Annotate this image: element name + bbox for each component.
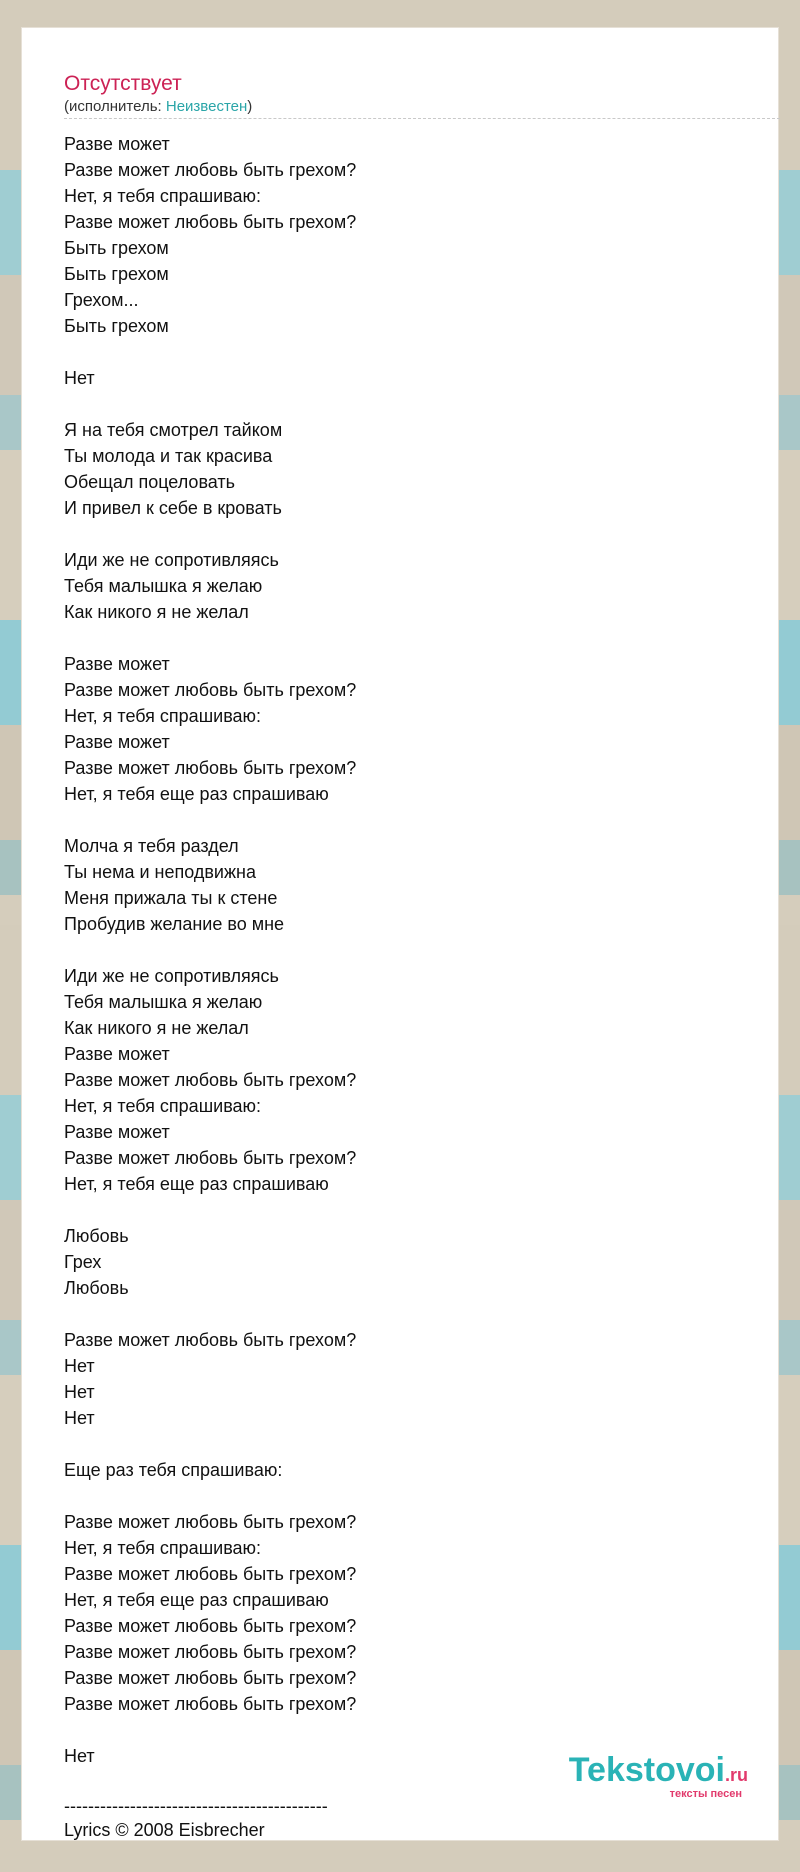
lyrics-content — [64, 70, 780, 1843]
footer-separator: -------------------------------------------- — [64, 1796, 328, 1816]
logo-tld: .ru — [724, 1765, 748, 1785]
logo-tagline: тексты песен — [669, 1788, 742, 1800]
site-logo[interactable] — [569, 1753, 748, 1800]
artist-link[interactable]: Неизвестен — [165, 98, 248, 115]
lyrics-text: Разве может Разве может любовь быть грехом? Нет, я тебя спрашиваю: Разве может любовь быть грехом? Быть грехом Быть грехом Грехом... Быть грехом Нет Я на тебя смотрел тайком Ты молода и так красива Обещал поцеловать И привел к себе в кровать Иди же не сопротивляясь Тебя малышка я желаю Как никого я не желал Разве может Разве может любовь быть грехом? Нет, я тебя спрашиваю: Разве может Разве может любовь быть грехом? Нет, я тебя еще раз спрашиваю Молча я тебя раздел Ты нема и неподвижна Меня прижала ты к стене Пробудив желание во мне Иди же не сопротивляясь Тебя малышка я желаю Как никого я не желал Разве может Разве может любовь быть грехом? Нет, я тебя спрашиваю: Разве может Разве может любовь быть грехом? Нет, я тебя еще раз спрашиваю Любовь Грех Любовь Разве может любовь быть грехом? Нет Нет Нет Еще раз тебя спрашиваю: Разве может любовь быть грехом? Нет, я тебя спрашиваю: Разве может любовь быть грехом? Нет, я тебя еще раз спрашиваю Разве может любовь быть грехом? Разве может любовь быть грехом? Разве может любовь быть грехом? Разве может любовь быть грехом? Нет — [64, 134, 357, 1766]
lyrics-page — [22, 28, 778, 1840]
artist-suffix: ) — [247, 98, 253, 115]
logo-wordmark: Tekstovoi — [568, 1751, 725, 1789]
copyright-text: Lyrics © 2008 Eisbrecher — [64, 1820, 265, 1840]
artist-line — [64, 98, 780, 119]
artist-prefix: (исполнитель: — [64, 98, 166, 115]
song-title: Отсутствует — [64, 72, 182, 95]
